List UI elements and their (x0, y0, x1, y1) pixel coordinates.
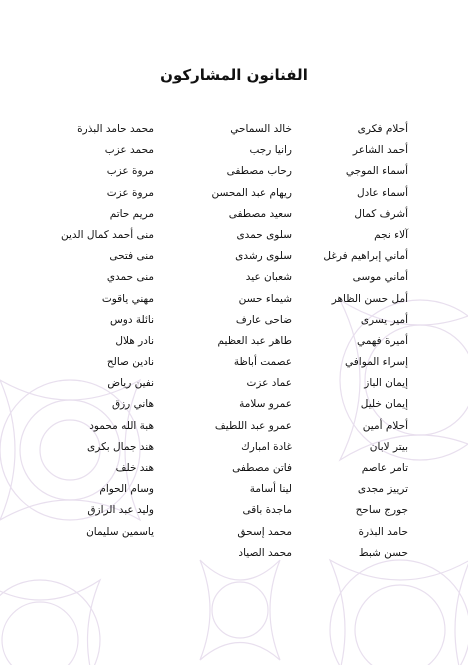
page-title: الفنانون المشاركون (160, 66, 308, 84)
participant-name: مريم حاتم (109, 207, 154, 220)
participant-name: مروة عزت (106, 186, 154, 199)
participant-name: شعبان عيد (245, 271, 292, 284)
participant-name: ترييز مجدى (357, 483, 408, 496)
participant-name: لينا أسامة (249, 483, 292, 496)
participant-name: محمد حامد البذرة (77, 123, 154, 135)
participant-name: طاهر عبد العظيم (217, 334, 292, 347)
participant-name: مروة عزب (106, 165, 154, 178)
participant-name: آلاء نجم (374, 228, 408, 241)
participant-name: أماني إبراهيم فرغل (323, 250, 408, 263)
participant-name: نادين صالح (106, 356, 154, 369)
participant-name: عصمت أباظة (233, 356, 292, 369)
participant-name: تامر عاصم (361, 462, 408, 474)
participant-name: أحلام أمين (362, 419, 408, 432)
participant-name: نادر هلال (115, 334, 154, 347)
participant-name: ضاحى عارف (235, 313, 292, 326)
participant-name: منى حمدي (106, 271, 154, 284)
participant-name: وسام الحوام (99, 483, 154, 496)
participant-name: أمل حسن الظاهر (331, 292, 408, 305)
participant-name: عمرو سلامة (239, 398, 292, 411)
participant-name: منى أحمد كمال الدين (61, 228, 154, 241)
participant-name: عمرو عبد اللطيف (214, 419, 292, 432)
participant-name: جورج ساحح (355, 504, 408, 517)
participant-name: هبة الله محمود (89, 419, 154, 432)
participant-name: هاني رزق (111, 398, 154, 411)
participant-name: أسماء الموجي (345, 165, 408, 178)
participant-name: محمد عزب (104, 144, 154, 157)
participant-name: نفين رياض (107, 377, 154, 390)
participant-name: ياسمين سليمان (86, 525, 154, 538)
participant-name: فاتن مصطفى (232, 462, 292, 474)
participant-name: سلوى رشدى (235, 250, 292, 263)
participant-name: رحاب مصطفى (226, 165, 292, 178)
participant-name: شيماء حسن (238, 292, 292, 305)
names-column-2 (172, 119, 292, 564)
participant-name: منى فتحى (109, 250, 154, 263)
participant-name: مهني ياقوت (101, 292, 154, 305)
participant-name: أمير يسرى (360, 313, 408, 326)
participant-name: بيتر لابان (369, 440, 408, 453)
participant-name: هند خلف (115, 462, 154, 474)
participant-name: هند جمال بكرى (86, 440, 154, 453)
participant-name: نائلة دوس (109, 313, 154, 326)
participant-name: إيمان الباز (364, 377, 408, 390)
participant-name: خالد السماحي (230, 123, 292, 135)
participant-name: إسراء الموافي (345, 356, 408, 369)
participant-name: ماجدة باقى (242, 504, 292, 517)
participant-name: محمد الصياد (238, 546, 292, 559)
participant-name: عماد عزت (246, 377, 292, 390)
participant-name: محمد إسحق (237, 525, 292, 538)
participant-name: أسماء عادل (356, 186, 408, 199)
participant-name: سعيد مصطفى (228, 207, 292, 220)
names-column-3 (28, 119, 154, 543)
participant-name: أشرف كمال (354, 207, 408, 220)
participant-name: إيمان خليل (360, 398, 408, 411)
participant-name: أميرة فهمي (356, 334, 408, 347)
participant-name: رانيا رجب (249, 144, 292, 157)
names-column-1 (296, 119, 408, 564)
participant-name: أحمد الشاعر (352, 144, 408, 157)
participant-name: غادة امبارك (241, 440, 292, 453)
participant-name: أحلام فكرى (357, 123, 408, 135)
participant-name: حامد البذرة (358, 525, 408, 538)
participant-name: سلوى حمدى (236, 228, 292, 241)
participant-name: ريهام عبد المحسن (211, 186, 292, 199)
participant-name: حسن شبط (358, 546, 408, 559)
participant-name: وليد عبد الرازق (87, 504, 154, 517)
participant-name: أماني موسى (352, 271, 408, 284)
